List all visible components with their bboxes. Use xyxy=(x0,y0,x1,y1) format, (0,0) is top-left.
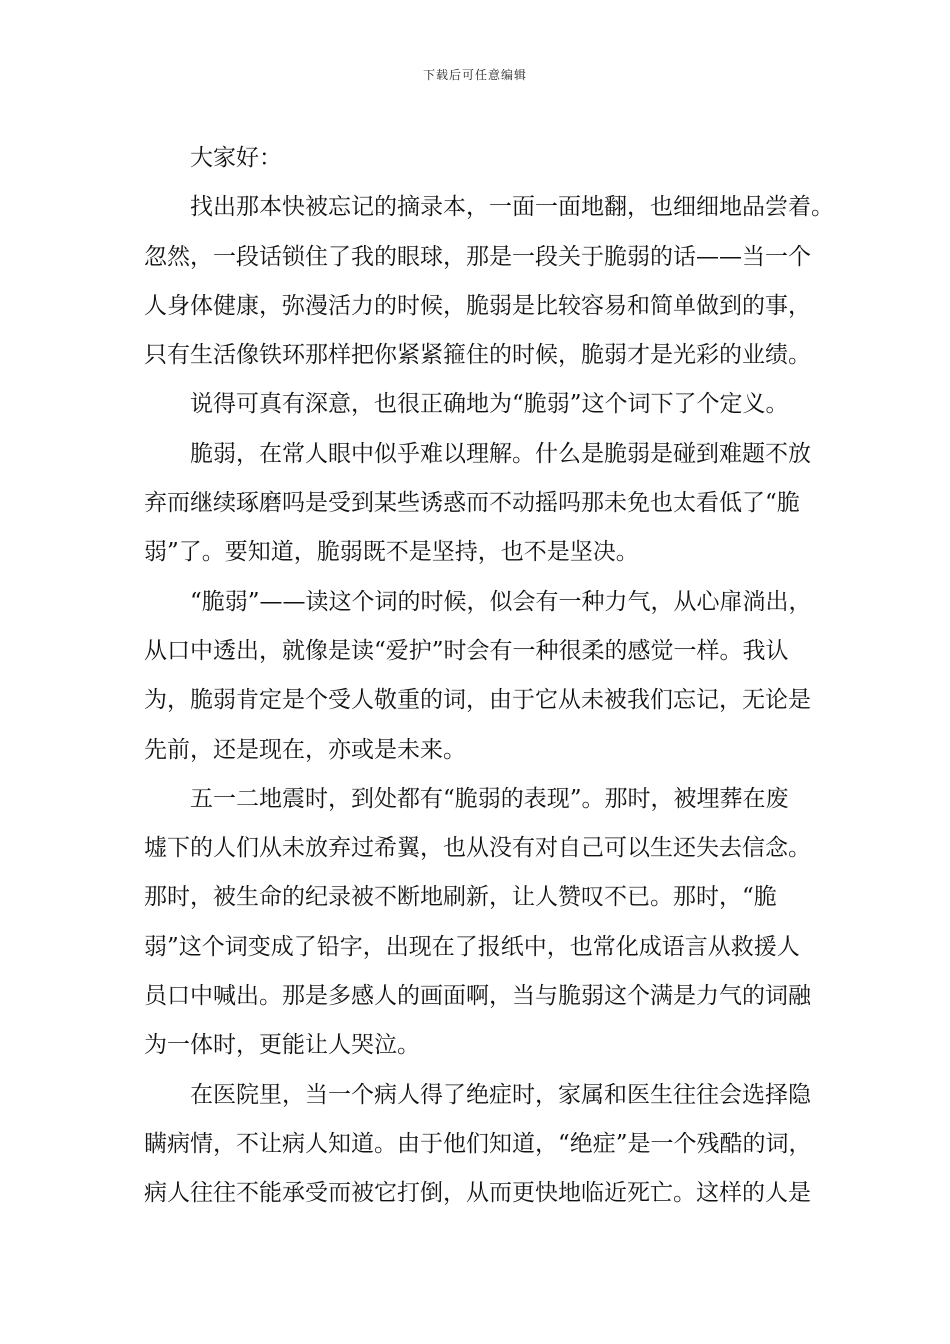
text-line: 为，脆弱肯定是个受人敬重的词，由于它从未被我们忘记，无论是 xyxy=(144,687,811,714)
text-line: 病人往往不能承受而被它打倒，从而更快地临近死亡。这样的人是 xyxy=(144,1180,811,1207)
text-line: 为一体时，更能让人哭泣。 xyxy=(144,1032,420,1059)
text-line: 从口中透出，就像是读“爱护”时会有一种很柔的感觉一样。我认 xyxy=(144,637,789,664)
text-line: 找出那本快被忘记的摘录本，一面一面地翻，也细细地品尝着。 xyxy=(190,194,834,221)
document-body xyxy=(144,134,834,1219)
text-line: 人身体健康，弥漫活力的时候，脆弱是比较容易和简单做到的事， xyxy=(144,292,811,319)
text-line: 瞒病情，不让病人知道。由于他们知道，“绝症”是一个残酷的词， xyxy=(144,1130,812,1157)
text-line: 五一二地震时，到处都有“脆弱的表现”。那时，被埋葬在废 xyxy=(190,785,789,812)
text-line: 弃而继续琢磨吗是受到某些诱惑而不动摇吗那未免也太看低了“脆 xyxy=(144,490,800,517)
text-line: 那时，被生命的纪录被不断地刷新，让人赞叹不已。那时，“脆 xyxy=(144,884,777,911)
text-line: 说得可真有深意，也很正确地为“脆弱”这个词下了个定义。 xyxy=(190,391,789,418)
text-line: 大家好： xyxy=(190,145,282,171)
text-line: 脆弱，在常人眼中似乎难以理解。什么是脆弱是碰到难题不放 xyxy=(190,440,811,467)
text-line: 忽然，一段话锁住了我的眼球，那是一段关于脆弱的话——当一个 xyxy=(144,243,811,270)
text-line: “脆弱”——读这个词的时候，似会有一种力气，从心扉淌出， xyxy=(190,588,812,615)
header-note: 下载后可任意编辑 xyxy=(422,68,527,82)
text-line: 墟下的人们从未放弃过希翼，也从没有对自己可以生还失去信念。 xyxy=(144,835,811,862)
text-line: 在医院里，当一个病人得了绝症时，家属和医生往往会选择隐 xyxy=(190,1081,811,1108)
text-line: 弱”这个词变成了铅字，出现在了报纸中，也常化成语言从救援人 xyxy=(144,933,800,960)
text-line: 先前，还是现在，亦或是未来。 xyxy=(144,736,466,763)
text-line: 员口中喊出。那是多感人的画面啊，当与脆弱这个满是力气的词融 xyxy=(144,983,811,1010)
text-line: 只有生活像铁环那样把你紧紧箍住的时候，脆弱才是光彩的业绩。 xyxy=(144,342,811,369)
text-line: 弱”了。要知道，脆弱既不是坚持，也不是坚决。 xyxy=(144,539,639,566)
